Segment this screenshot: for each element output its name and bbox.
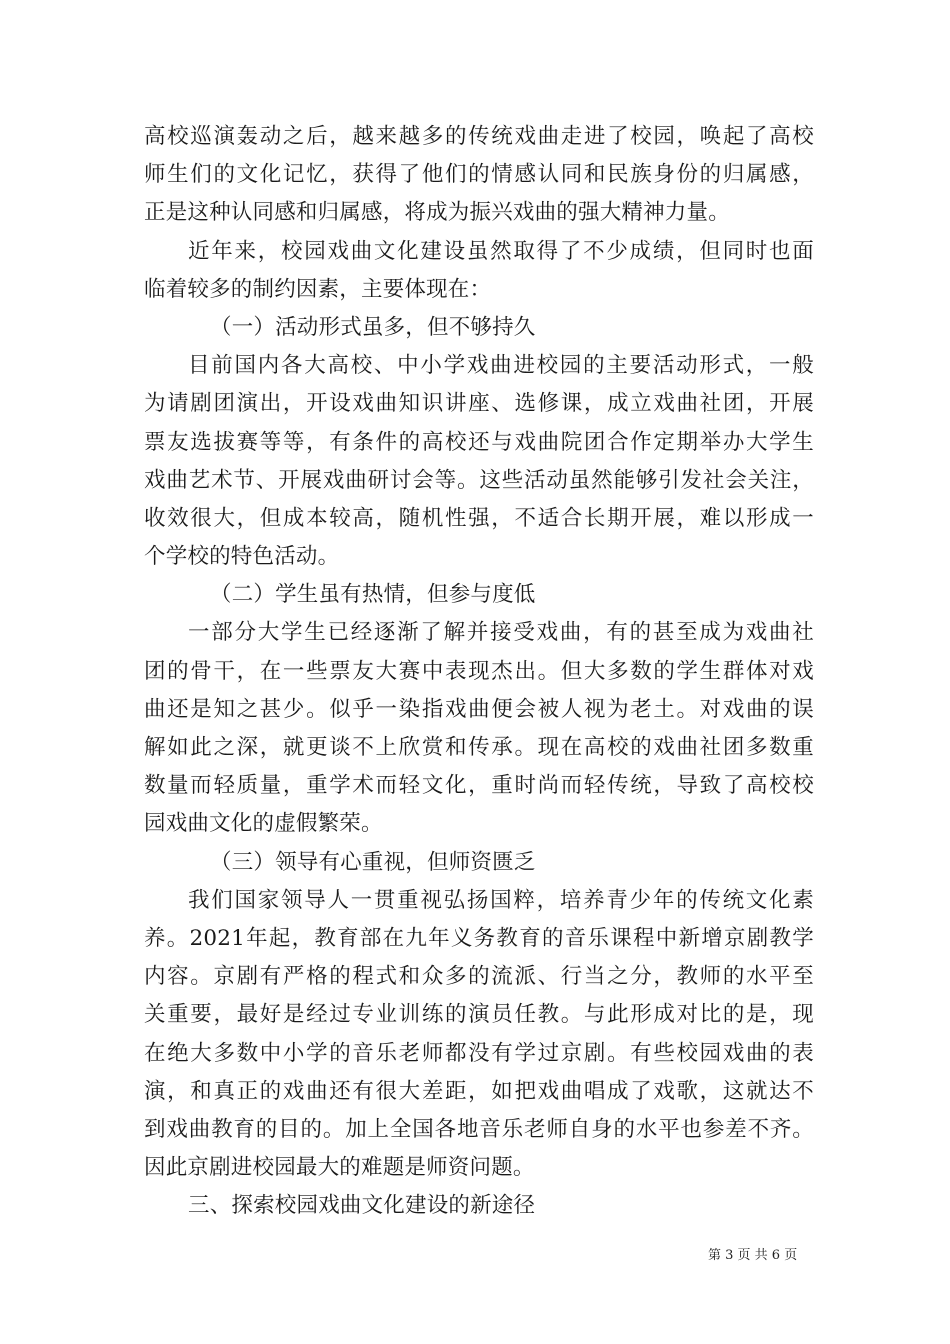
text-line: 一部分大学生已经逐渐了解并接受戏曲，有的甚至成为戏曲社 [188, 620, 814, 646]
text-line: 三、探索校园戏曲文化建设的新途径 [188, 1193, 536, 1219]
text-line: 团的骨干，在一些票友大赛中表现杰出。但大多数的学生群体对戏 [144, 658, 814, 684]
text-line: 因此京剧进校园最大的难题是师资问题。 [144, 1155, 535, 1181]
text-line: 近年来，校园戏曲文化建设虽然取得了不少成绩，但同时也面 [188, 238, 814, 264]
text-line: 关重要，最好是经过专业训练的演员任教。与此形成对比的是，现 [144, 1002, 814, 1028]
text-line: 票友选拔赛等等，有条件的高校还与戏曲院团合作定期举办大学生 [144, 429, 814, 455]
text-line: 演，和真正的戏曲还有很大差距，如把戏曲唱成了戏歌，这就达不 [144, 1078, 814, 1104]
text-line: 戏曲艺术节、开展戏曲研讨会等。这些活动虽然能够引发社会关注， [144, 467, 814, 493]
text-line: 个学校的特色活动。 [144, 544, 340, 570]
text-line: （三）领导有心重视，但师资匮乏 [210, 849, 536, 875]
text-line: 解如此之深，就更谈不上欣赏和传承。现在高校的戏曲社团多数重 [144, 735, 814, 760]
text-line: 为请剧团演出，开设戏曲知识讲座、选修课，成立戏曲社团，开展 [144, 391, 814, 417]
text-line: 园戏曲文化的虚假繁荣。 [144, 811, 383, 837]
text-line: 曲还是知之甚少。似乎一染指戏曲便会被人视为老土。对戏曲的误 [144, 696, 814, 722]
page-number-footer: 第 3 页 共 6 页 [708, 1248, 798, 1263]
text-line: （一）活动形式虽多，但不够持久 [210, 314, 536, 340]
text-line: 养。2021年起，教育部在九年义务教育的音乐课程中新增京剧教学 [144, 925, 814, 951]
text-line: 师生们的文化记忆，获得了他们的情感认同和民族身份的归属感， [144, 162, 814, 188]
text-line: 正是这种认同感和归属感，将成为振兴戏曲的强大精神力量。 [144, 200, 730, 226]
text-line: 数量而轻质量，重学术而轻文化，重时尚而轻传统，导致了高校校 [144, 773, 814, 799]
text-line: 高校巡演轰动之后，越来越多的传统戏曲走进了校园，唤起了高校 [144, 124, 814, 149]
text-line: 临着较多的制约因素，主要体现在： [144, 276, 492, 302]
text-line: 目前国内各大高校、中小学戏曲进校园的主要活动形式，一般 [188, 353, 814, 379]
text-line: 到戏曲教育的目的。加上全国各地音乐老师自身的水平也参差不齐。 [144, 1116, 814, 1142]
text-line: 收效很大，但成本较高，随机性强，不适合长期开展，难以形成一 [144, 505, 814, 531]
text-line: 在绝大多数中小学的音乐老师都没有学过京剧。有些校园戏曲的表 [144, 1040, 814, 1066]
text-line: （二）学生虽有热情，但参与度低 [210, 582, 536, 608]
text-line: 我们国家领导人一贯重视弘扬国粹，培养青少年的传统文化素 [188, 887, 814, 913]
body-text [144, 118, 814, 1225]
text-line: 内容。京剧有严格的程式和众多的流派、行当之分，教师的水平至 [144, 964, 814, 990]
